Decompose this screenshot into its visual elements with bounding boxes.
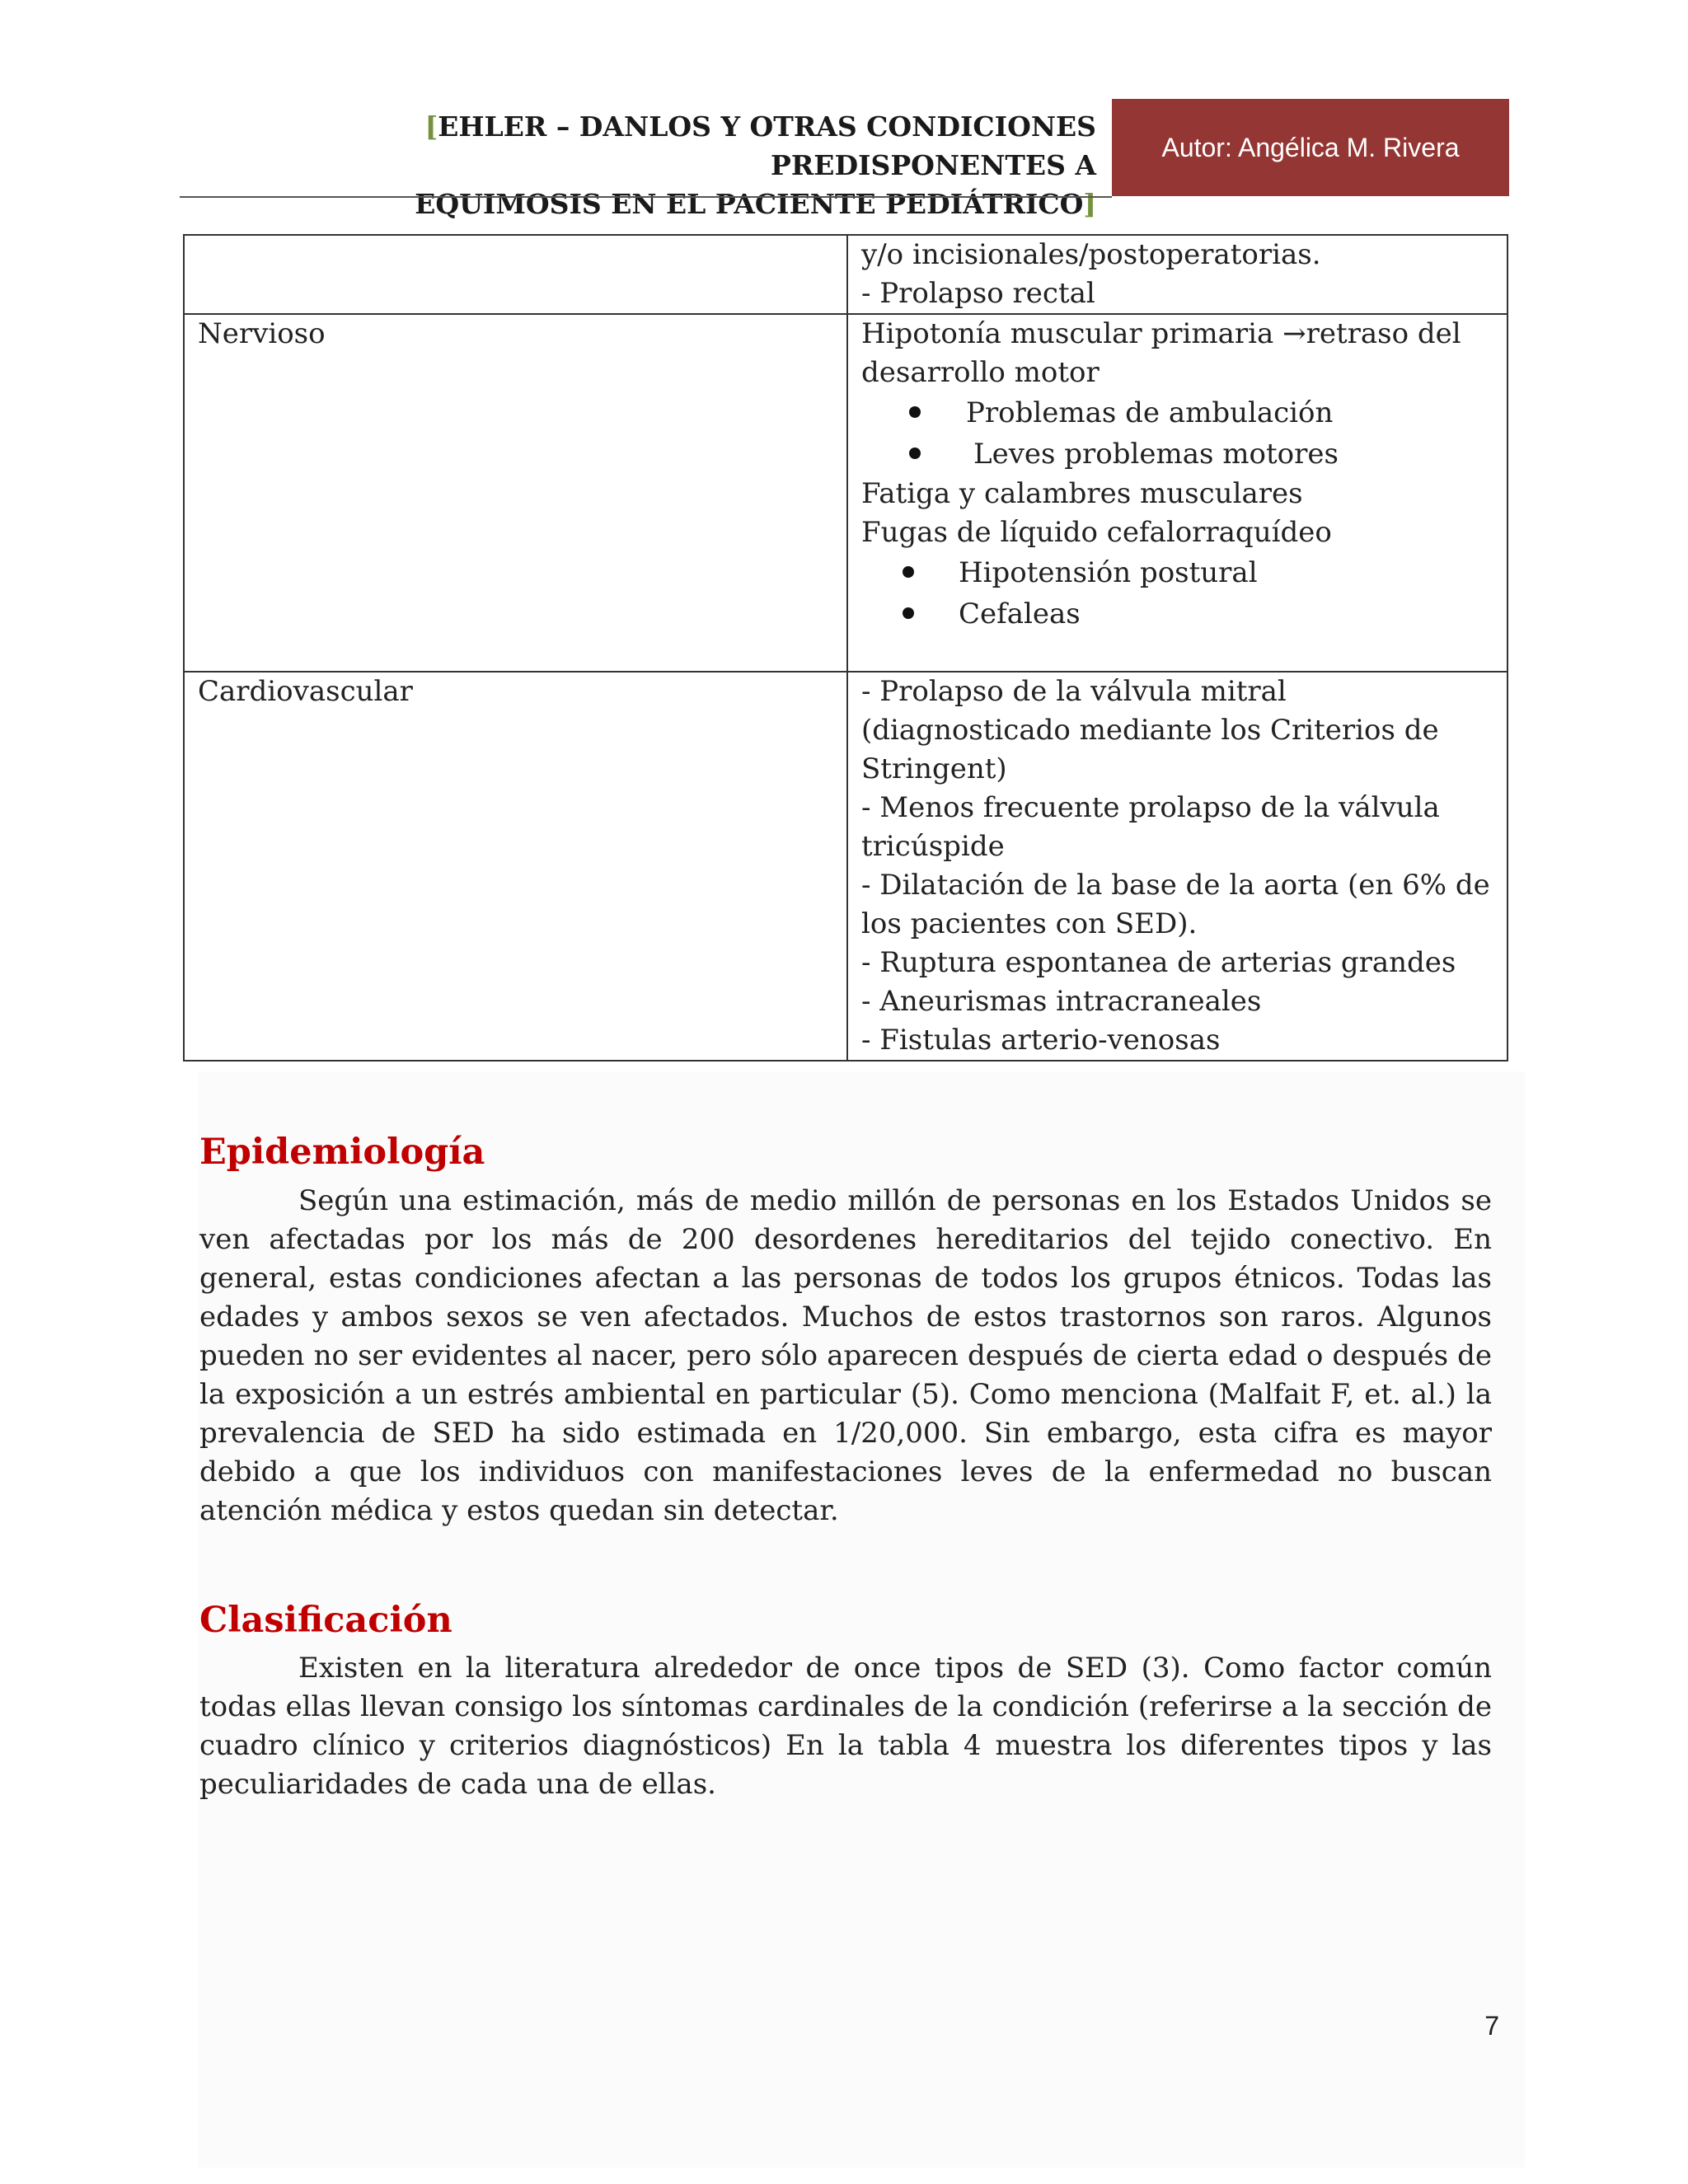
- section-title-epidemiologia: Epidemiología: [199, 1132, 485, 1173]
- section-body-clasificacion: Existen en la literatura alrededor de once tipos de SED (3). Como factor común todas ellas llevan consigo los síntomas cardinales de la condición (referirse a la sección de cuadro clínico y criterios diagnósticos) En la tabla 4 muestra los diferentes tipos y las peculiaridades de cada una de ellas.: [199, 1652, 1492, 1801]
- manifestation-line: - Aneurismas intracraneales: [861, 985, 1262, 1018]
- manifestation-line: tricúspide: [861, 830, 1005, 863]
- manifestation-line: Stringent): [861, 752, 1007, 785]
- table-row: [184, 235, 1507, 314]
- manifestation-line: Fugas de líquido cefalorraquídeo: [861, 516, 1332, 549]
- section-body-epidemiologia: Según una estimación, más de medio millón de personas en los Estados Unidos se ven afectadas por los más de 200 desordenes hereditarios del tejido conectivo. En general, estas condiciones afectan a las personas de todos los grupos étnicos. Todas las edades y ambos sexos se ven afectados. Muchos de estos trastornos son raros. Algunos pueden no ser evidentes al nacer, pero sólo aparecen después de cierta edad o después de la exposición a un estrés ambiental en particular (5). Como menciona (Malfait F, et. al.) la prevalencia de SED ha sido estimada en 1/20,000. Sin embargo, esta cifra es mayor debido a que los individuos con manifestaciones leves de la enfermedad no buscan atención médica y estos quedan sin detectar.: [199, 1184, 1492, 1527]
- manifestation-line: (diagnosticado mediante los Criterios de: [861, 714, 1439, 747]
- running-header-title: [190, 107, 1096, 223]
- manifestation-line: los pacientes con SED).: [861, 907, 1198, 940]
- table-row: [184, 314, 1507, 672]
- manifestation-line: Fatiga y calambres musculares: [861, 477, 1303, 510]
- header-title-line-2: EQUIMOSIS EN EL PACIENTE PEDIÁTRICO]: [415, 188, 1096, 220]
- manifestation-line: - Prolapso de la válvula mitral: [861, 675, 1287, 708]
- bullet-list: [861, 392, 1493, 475]
- systems-table: [183, 234, 1508, 1062]
- system-cell: Cardiovascular: [184, 672, 847, 1061]
- system-cell: Nervioso: [184, 314, 847, 672]
- manifestation-line: y/o incisionales/postoperatorias.: [861, 238, 1321, 271]
- bullet-list: [861, 552, 1493, 635]
- list-item: Problemas de ambulación: [861, 392, 1493, 434]
- manifestation-line: - Ruptura espontanea de arterias grandes: [861, 946, 1456, 979]
- list-item: Hipotensión postural: [861, 552, 1493, 593]
- list-item: Leves problemas motores: [861, 434, 1493, 475]
- manifestations-cell: [847, 314, 1507, 672]
- manifestation-line: - Prolapso rectal: [861, 277, 1095, 310]
- bracket-close: ]: [1083, 188, 1096, 220]
- section-title-clasificacion: Clasificación: [199, 1600, 452, 1641]
- manifestations-cell: [847, 672, 1507, 1061]
- table-row: [184, 672, 1507, 1061]
- manifestation-line: Hipotonía muscular primaria →retraso del desarrollo motor: [861, 317, 1461, 389]
- manifestation-line: - Dilatación de la base de la aorta (en 6% de: [861, 869, 1490, 902]
- manifestation-line: - Menos frecuente prolapso de la válvula: [861, 791, 1440, 824]
- header-title-line-1: [EHLER – DANLOS Y OTRAS CONDICIONES PREDISPONENTES A: [424, 110, 1096, 181]
- page-number: 7: [1484, 2011, 1499, 2041]
- manifestations-cell: [847, 235, 1507, 314]
- author-badge: Autor: Angélica M. Rivera: [1112, 99, 1509, 196]
- header-divider: [180, 196, 1112, 198]
- manifestation-line: - Fistulas arterio-venosas: [861, 1024, 1221, 1057]
- list-item: Cefaleas: [861, 593, 1493, 635]
- system-cell: [184, 235, 847, 314]
- bracket-open: [: [424, 110, 438, 143]
